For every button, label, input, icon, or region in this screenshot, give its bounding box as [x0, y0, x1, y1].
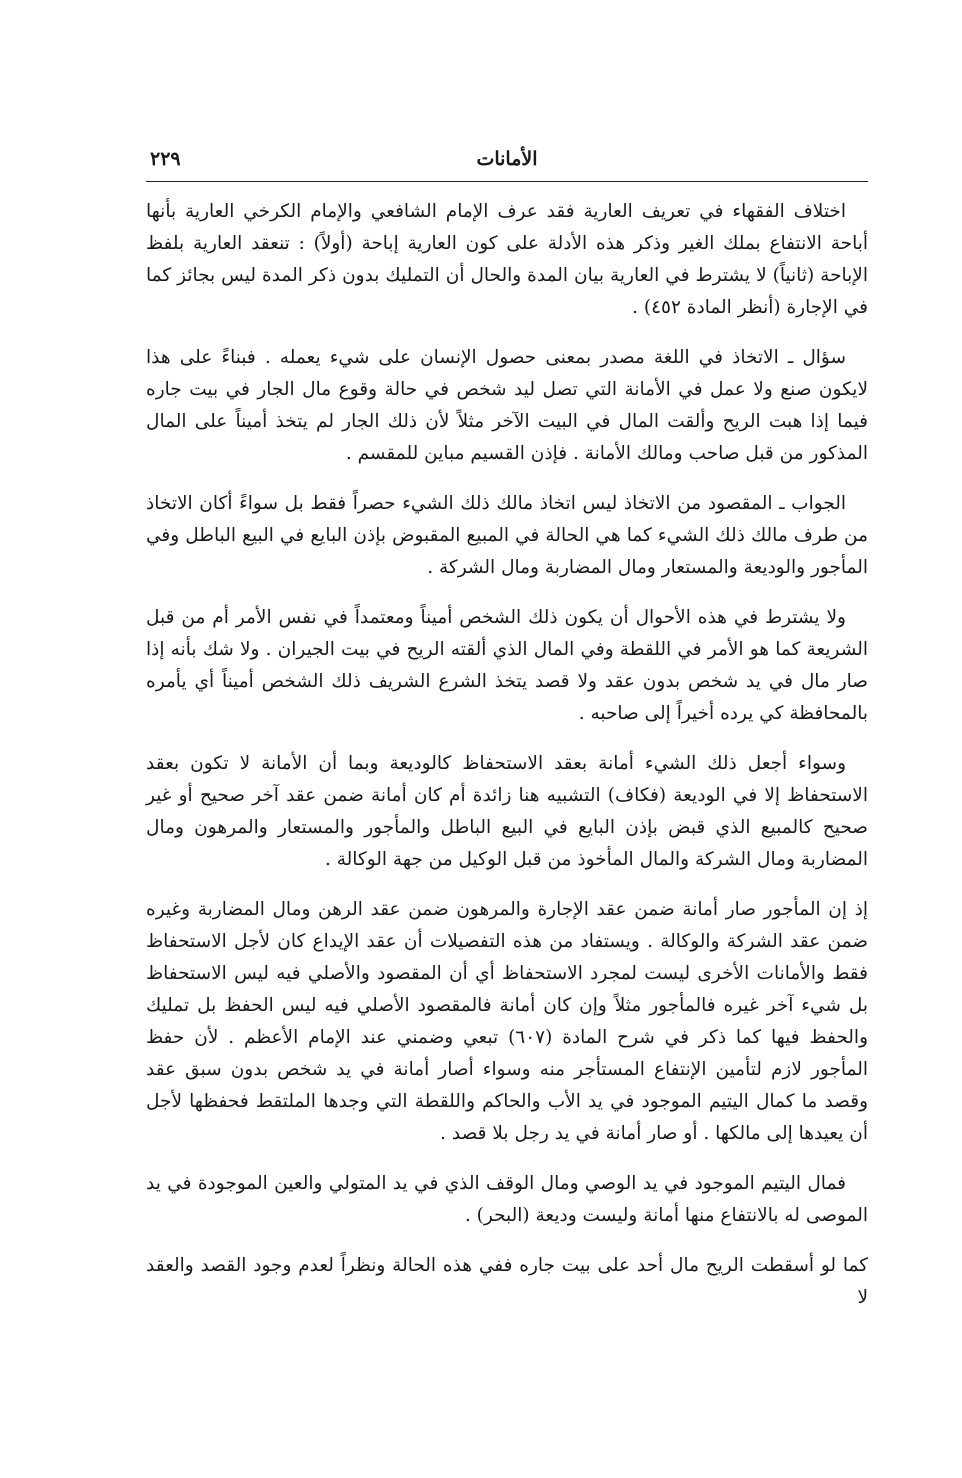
- paragraph-wind: كما لو أسقطت الريح مال أحد على بيت جاره ففي هذه الحالة ونظراً لعدم وجود القصد والعقد لا: [146, 1255, 868, 1308]
- paragraph-definition: اختلاف الفقهاء في تعريف العارية فقد عرف الإمام الشافعي والإمام الكرخي العارية بأنها أباحة الانتفاع بملك الغير وذكر هذه الأدلة على كون العارية إباحة (أولاً) : تنعقد العارية بلفظ الإباحة (ثانياً) لا يشترط في العارية بيان المدة والحال أن التمليك بدون ذكر المدة ليس بجائز كما في الإجارة (أنظر المادة ٤٥٢) .: [146, 201, 868, 318]
- paragraph-orphan: فمال اليتيم الموجود في يد الوصي ومال الوقف الذي في يد المتولي والعين الموجودة في يد الموصى له بالانتفاع منها أمانة وليست وديعة (البحر) .: [146, 1173, 868, 1226]
- paragraph-contract: وسواء أجعل ذلك الشيء أمانة بعقد الاستحفاظ كالوديعة وبما أن الأمانة لا تكون بعقد الاستحفاظ إلا في الوديعة (فكاف) التشبيه هنا زائدة أم كان أمانة ضمن عقد آخر صحيح أو غير صحيح كالمبيع الذي قبض بإذن البايع في البيع الباطل والمأجور والمستعار والمرهون ومال المضاربة ومال الشركة والمال المأخوذ من قبل الوكيل من جهة الوكالة .: [146, 753, 868, 870]
- page-number: ٢٢٩: [150, 148, 181, 170]
- page-header: [146, 144, 868, 180]
- running-title: الأمانات: [476, 148, 538, 170]
- paragraph-answer: الجواب ـ المقصود من الاتخاذ ليس اتخاذ مالك ذلك الشيء حصراً فقط بل سواءً أكان الاتخاذ من طرف مالك ذلك الشيء كما هي الحالة في المبيع المقبوض بإذن البايع في البيع الباطل وفي المأجور والوديعة والمستعار ومال المضاربة ومال الشركة .: [146, 493, 868, 578]
- paragraph-conditions: ولا يشترط في هذه الأحوال أن يكون ذلك الشخص أميناً ومعتمداً في نفس الأمر أم من قبل الشريعة كما هو الأمر في اللقطة وفي المال الذي ألقته الريح في بيت الجيران . ولا شك بأنه إذا صار مال في يد شخص بدون عقد ولا قصد يتخذ الشرع الشريف ذلك الشخص أميناً أي يأمره بالمحافظة كي يرده أخيراً إلى صاحبه .: [146, 607, 868, 724]
- paragraph-lease: إذ إن المأجور صار أمانة ضمن عقد الإجارة والمرهون ضمن عقد الرهن ومال المضاربة وغيره ضمن عقد الشركة والوكالة . ويستفاد من هذه التفصيلات أن عقد الإيداع كان لأجل الاستحفاظ فقط والأمانات الأخرى ليست لمجرد الاستحفاظ أي أن المقصود والأصلي فيه ليس الاستحفاظ بل شيء آخر غيره فالمأجور مثلاً وإن كان أمانة فالمقصود الأصلي فيه ليس الحفظ بل تمليك والحفظ فيها كما ذكر في شرح المادة (٦٠٧) تبعي وضمني عند الإمام الأعظم . لأن حفظ المأجور لازم لتأمين الإنتفاع المستأجر منه وسواء أصار أمانة في يد شخص بدون سبق عقد وقصد ما كمال اليتيم الموجود في يد الأب والحاكم واللقطة التي وجدها الملتقط فحفظها لأجل أن يعيدها إلى مالكها . أو صار أمانة في يد رجل بلا قصد .: [146, 899, 868, 1144]
- header-divider: [146, 181, 868, 182]
- paragraph-question: سؤال ـ الاتخاذ في اللغة مصدر بمعنى حصول الإنسان على شيء يعمله . فبناءً على هذا لايكون صنع ولا عمل في الأمانة التي تصل ليد شخص في حالة وقوع مال الجار في بيت جاره فيما إذا هبت الريح وألقت المال في البيت الآخر مثلاً لأن ذلك الجار لم يتخذ أميناً على المال المذكور من قبل صاحب ومالك الأمانة . فإذن القسيم مباين للمقسم .: [146, 347, 868, 464]
- body-text: [146, 196, 868, 1332]
